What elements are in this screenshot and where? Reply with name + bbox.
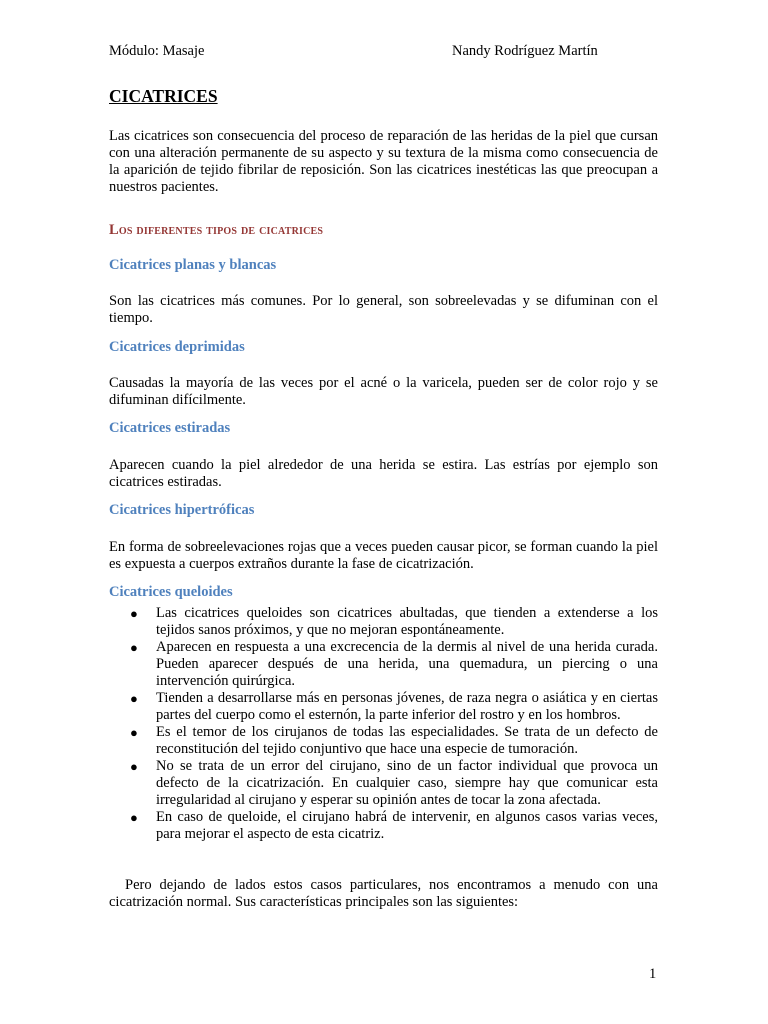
- subheading-hipertroficas: Cicatrices hipertróficas: [109, 502, 255, 518]
- bullet-icon: ●: [130, 810, 138, 825]
- subheading-queloides: Cicatrices queloides: [109, 584, 233, 600]
- bullet-icon: ●: [130, 725, 138, 740]
- bullet-icon: ●: [130, 759, 138, 774]
- subheading-estiradas: Cicatrices estiradas: [109, 420, 231, 436]
- list-item-text: Aparecen en respuesta a una excrecencia de la dermis al nivel de una herida curada. Pueden aparecer después de una herida, una quemadura, un piercing o una intervención quirúrgica.: [156, 639, 658, 689]
- list-item-text: No se trata de un error del cirujano, sino de un factor individual que provoca un defecto de la cicatrización. En cualquier caso, siempre hay que comunicar esta irregularidad al cirujano y esperar su opinión antes de tocar la zona afectada.: [156, 758, 658, 808]
- header-author: Nandy Rodríguez Martín: [452, 43, 598, 59]
- paragraph-estiradas: Aparecen cuando la piel alrededor de una herida se estira. Las estrías por ejemplo son cicatrices estiradas.: [109, 457, 658, 490]
- page-title: CICATRICES: [109, 86, 218, 106]
- keloid-bullet-list: [109, 605, 658, 843]
- list-item: [109, 809, 658, 843]
- list-item-text: Las cicatrices queloides son cicatrices abultadas, que tienden a extenderse a los tejidos sanos próximos, y que no mejoran espontáneamente.: [156, 605, 658, 638]
- subheading-planas: Cicatrices planas y blancas: [109, 257, 277, 273]
- page-number: 1: [649, 966, 657, 982]
- subheading-deprimidas: Cicatrices deprimidas: [109, 339, 245, 355]
- intro-paragraph: Las cicatrices son consecuencia del proceso de reparación de las heridas de la piel que cursan con una alteración permanente de su aspecto y su textura de la misma como consecuencia de la aparición de tejido fibrilar de reposición. Son las cicatrices inestéticas las que preocupan a nuestros pacientes.: [109, 128, 658, 195]
- paragraph-hipertroficas: En forma de sobreelevaciones rojas que a veces pueden causar picor, se forman cuando la piel es expuesta a cuerpos extraños durante la fase de cicatrización.: [109, 539, 658, 572]
- header-module: Módulo: Masaje: [109, 43, 205, 59]
- closing-paragraph: Pero dejando de lados estos casos particulares, nos encontramos a menudo con una cicatrización normal. Sus características principales son las siguientes:: [109, 877, 658, 910]
- bullet-icon: ●: [130, 640, 138, 655]
- list-item: [109, 690, 658, 724]
- list-item: [109, 605, 658, 639]
- bullet-icon: ●: [130, 606, 138, 621]
- paragraph-planas: Son las cicatrices más comunes. Por lo general, son sobreelevadas y se difuminan con el tiempo.: [109, 293, 658, 326]
- list-item: [109, 639, 658, 690]
- list-item-text: Es el temor de los cirujanos de todas las especialidades. Se trata de un defecto de reconstitución del tejido conjuntivo que hace una especie de tumoración.: [156, 724, 658, 757]
- list-item-text: Tienden a desarrollarse más en personas jóvenes, de raza negra o asiática y en ciertas partes del cuerpo como el esternón, la parte inferior del rostro y en los hombros.: [156, 690, 658, 723]
- list-item: [109, 724, 658, 758]
- list-item-text: En caso de queloide, el cirujano habrá de intervenir, en algunos casos varias veces, para mejorar el aspecto de esta cicatriz.: [156, 809, 658, 842]
- list-item: [109, 758, 658, 809]
- section-heading: Los diferentes tipos de cicatrices: [109, 222, 324, 238]
- bullet-icon: ●: [130, 691, 138, 706]
- paragraph-deprimidas: Causadas la mayoría de las veces por el acné o la varicela, pueden ser de color rojo y se difuminan difícilmente.: [109, 375, 658, 408]
